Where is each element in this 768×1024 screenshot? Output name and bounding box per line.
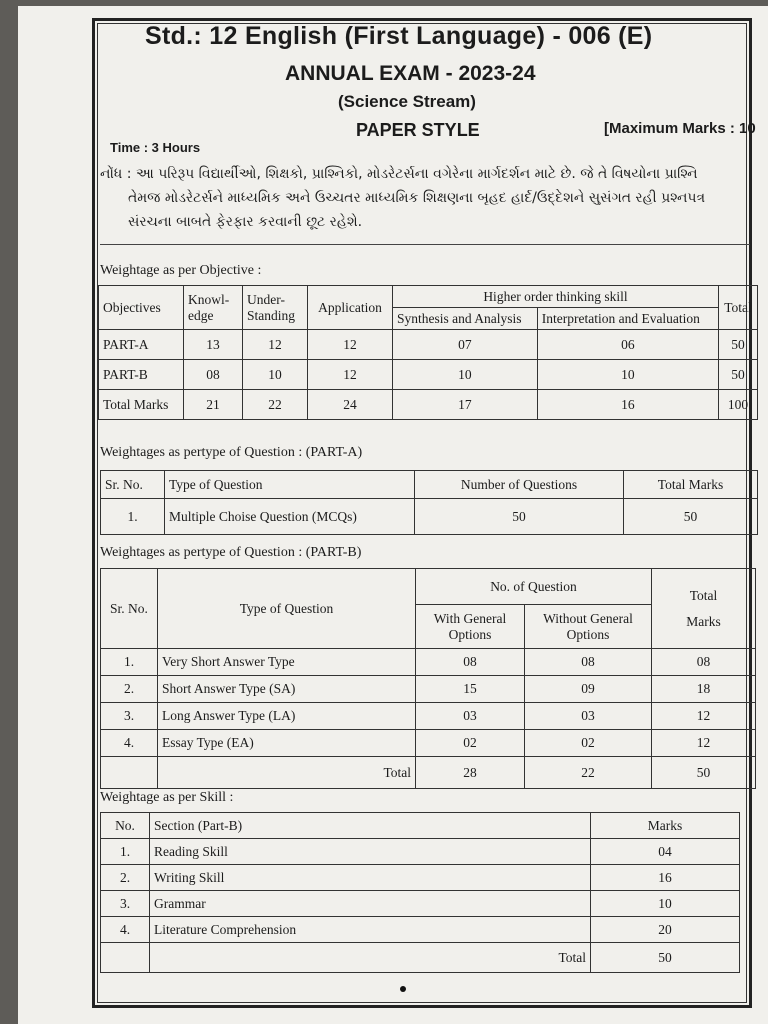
col-objectives: Objectives	[99, 286, 184, 330]
marks-value: 20	[591, 917, 740, 943]
total-value: 50	[719, 330, 758, 360]
page-dot	[400, 986, 406, 992]
sr-value: 4.	[101, 730, 158, 757]
col-marks: Total Marks	[624, 471, 758, 499]
col-total: Total	[719, 286, 758, 330]
col-knowledge: Knowl-edge	[184, 286, 243, 330]
table-row	[101, 676, 756, 703]
col-interpretation: Interpretation and Evaluation	[537, 308, 718, 330]
number-value: 50	[415, 499, 624, 535]
marks-value: 18	[652, 676, 756, 703]
knowledge-value: 21	[184, 390, 243, 420]
stream-title: (Science Stream)	[338, 92, 476, 111]
col-sr-no: Sr. No.	[101, 569, 158, 649]
col-section: Section (Part-B)	[150, 813, 591, 839]
col-sr-no: Sr. No.	[101, 471, 165, 499]
col-marks: Marks	[591, 813, 740, 839]
table-row	[101, 865, 740, 891]
table-row	[101, 649, 756, 676]
col-type: Type of Question	[158, 569, 416, 649]
skill-table	[100, 812, 740, 973]
divider	[100, 244, 750, 245]
part-a-table	[100, 470, 758, 535]
sr-value: 1.	[101, 649, 158, 676]
total-label: Total	[689, 587, 718, 603]
time-label: Time : 3 Hours	[110, 140, 201, 155]
table-row	[99, 330, 758, 360]
row-label: PART-B	[99, 360, 184, 390]
marks-label: Marks	[686, 613, 721, 629]
col-with-options: With General Options	[416, 605, 525, 649]
type-value: Very Short Answer Type	[158, 649, 416, 676]
col-hots: Higher order thinking skill	[393, 286, 719, 308]
interpretation-value: 10	[537, 360, 718, 390]
section-value: Grammar	[150, 891, 591, 917]
col-synthesis: Synthesis and Analysis	[393, 308, 538, 330]
paper-style-title: PAPER STYLE	[356, 120, 480, 140]
maximum-marks: [Maximum Marks : 10	[604, 120, 756, 137]
without-value: 09	[525, 676, 652, 703]
knowledge-value: 13	[184, 330, 243, 360]
note-line: નોંધ : આ પરિરૂપ વિદ્યાર્થીઓ, શિક્ષકો, પ્રાશ્નિકો, મોડરેટર્સના વગેરેના માર્ગદર્શન માટે છે. જે તે વિષયોના પ્રાશ્નિ	[100, 166, 698, 182]
synthesis-value: 07	[393, 330, 538, 360]
gujarati-note	[100, 162, 760, 234]
type-value: Multiple Choise Question (MCQs)	[165, 499, 415, 535]
row-label: PART-A	[99, 330, 184, 360]
table-row	[101, 499, 758, 535]
col-total-marks	[652, 569, 756, 649]
row-label: Total Marks	[99, 390, 184, 420]
total-label: Total	[158, 757, 416, 789]
col-type: Type of Question	[165, 471, 415, 499]
no-value: 2.	[101, 865, 150, 891]
total-value: 100	[719, 390, 758, 420]
with-value: 08	[416, 649, 525, 676]
section-value: Literature Comprehension	[150, 917, 591, 943]
without-value: 08	[525, 649, 652, 676]
standard-title: Std.: 12 English (First Language) - 006 (E)	[145, 22, 653, 50]
with-value: 02	[416, 730, 525, 757]
note-line: સંરચના બાબતે ફેરફાર કરવાની છૂટ રહેશે.	[128, 214, 363, 230]
part-b-section-title: Weightages as pertype of Question : (PART-B)	[100, 545, 362, 560]
part-b-table	[100, 568, 756, 789]
col-number: Number of Questions	[415, 471, 624, 499]
no-value: 3.	[101, 891, 150, 917]
col-application: Application	[308, 286, 393, 330]
table-row	[101, 917, 740, 943]
marks-value: 16	[591, 865, 740, 891]
table-row-total	[101, 757, 756, 789]
skill-section-title: Weightage as per Skill :	[100, 790, 234, 805]
col-understanding: Under-Standing	[243, 286, 308, 330]
without-value: 02	[525, 730, 652, 757]
marks-value: 08	[652, 649, 756, 676]
marks-value: 12	[652, 730, 756, 757]
part-a-section-title: Weightages as pertype of Question : (PART-A)	[100, 445, 363, 460]
synthesis-value: 17	[393, 390, 538, 420]
no-value: 1.	[101, 839, 150, 865]
understanding-value: 10	[243, 360, 308, 390]
objective-table	[98, 285, 758, 420]
knowledge-value: 08	[184, 360, 243, 390]
section-value: Writing Skill	[150, 865, 591, 891]
sr-value: 2.	[101, 676, 158, 703]
note-line: તેમજ મોડરેટર્સને માધ્યમિક અને ઉચ્ચતર માધ્યમિક શિક્ષણના બૃહદ હાર્દ/ઉદ્દેશને સુસંગત રહી પ્રશ્નપત્ર	[128, 190, 706, 206]
type-value: Short Answer Type (SA)	[158, 676, 416, 703]
total-value: 50	[719, 360, 758, 390]
table-row	[99, 360, 758, 390]
col-no-of-question: No. of Question	[416, 569, 652, 605]
interpretation-value: 06	[537, 330, 718, 360]
col-without-options: Without General Options	[525, 605, 652, 649]
no-value: 4.	[101, 917, 150, 943]
exam-title: ANNUAL EXAM - 2023-24	[285, 62, 536, 85]
without-total: 22	[525, 757, 652, 789]
table-row	[101, 730, 756, 757]
interpretation-value: 16	[537, 390, 718, 420]
marks-total: 50	[591, 943, 740, 973]
marks-value: 50	[624, 499, 758, 535]
application-value: 12	[308, 330, 393, 360]
understanding-value: 12	[243, 330, 308, 360]
application-value: 24	[308, 390, 393, 420]
table-row-total	[101, 943, 740, 973]
marks-value: 10	[591, 891, 740, 917]
with-value: 03	[416, 703, 525, 730]
table-row	[99, 390, 758, 420]
table-row	[101, 703, 756, 730]
sr-value: 1.	[101, 499, 165, 535]
objective-section-title: Weightage as per Objective :	[100, 263, 262, 278]
table-row	[101, 891, 740, 917]
with-value: 15	[416, 676, 525, 703]
synthesis-value: 10	[393, 360, 538, 390]
marks-value: 12	[652, 703, 756, 730]
without-value: 03	[525, 703, 652, 730]
type-value: Long Answer Type (LA)	[158, 703, 416, 730]
total-label: Total	[150, 943, 591, 973]
with-total: 28	[416, 757, 525, 789]
table-row	[101, 839, 740, 865]
sr-value: 3.	[101, 703, 158, 730]
type-value: Essay Type (EA)	[158, 730, 416, 757]
marks-value: 04	[591, 839, 740, 865]
understanding-value: 22	[243, 390, 308, 420]
application-value: 12	[308, 360, 393, 390]
section-value: Reading Skill	[150, 839, 591, 865]
col-no: No.	[101, 813, 150, 839]
marks-total: 50	[652, 757, 756, 789]
